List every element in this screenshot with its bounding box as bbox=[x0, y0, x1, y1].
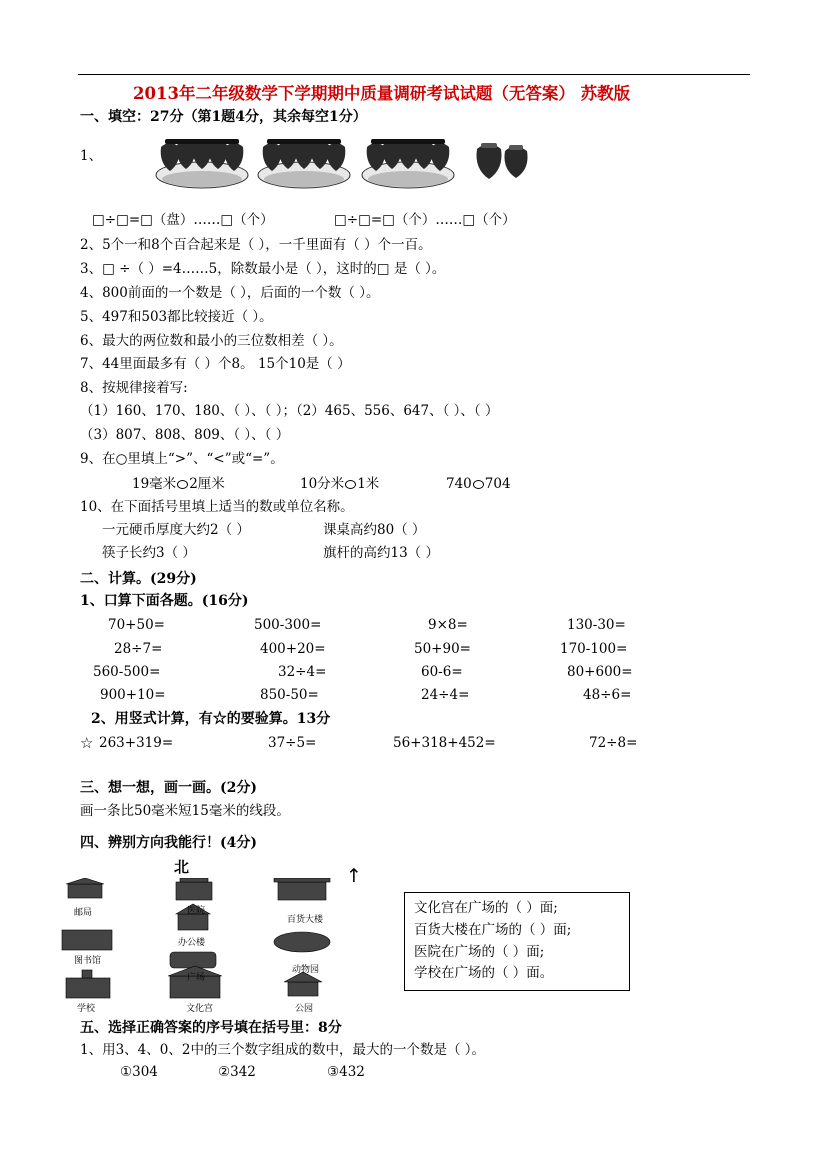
q10-chopsticks: 筷子长约3（ ） bbox=[102, 545, 196, 561]
calc-item: 130-30= bbox=[567, 617, 626, 633]
calc-item: 60-6= bbox=[421, 664, 463, 680]
compare-circle[interactable] bbox=[473, 480, 484, 489]
section4-heading: 四、辨别方向我能行！(4分) bbox=[80, 835, 257, 851]
calc-item: 28÷7= bbox=[114, 641, 163, 657]
calc-item: 24÷4= bbox=[421, 687, 470, 703]
oral-calc-heading: 1、口算下面各题。(16分) bbox=[80, 593, 249, 609]
q1-equation-left: □÷□=□（盘）……□（个） bbox=[92, 212, 274, 228]
section3-heading: 三、想一想，画一画。(2分) bbox=[80, 780, 257, 796]
map-label: 邮局 bbox=[74, 908, 93, 918]
map-label: 办公楼 bbox=[178, 938, 206, 948]
q9-b-right: 1米 bbox=[357, 476, 380, 492]
q2: 2、5个一和8个百合起来是（ ），一千里面有（ ）个一百。 bbox=[80, 237, 432, 253]
vertical-calc-item: 72÷8= bbox=[589, 735, 638, 751]
top-rule bbox=[78, 74, 750, 75]
q10-coin: 一元硬币厚度大约2（ ） bbox=[102, 522, 250, 538]
option-1: ①304 bbox=[120, 1064, 158, 1080]
q9-b-left: 10分米 bbox=[300, 476, 345, 492]
buildings-map-illustration bbox=[60, 878, 360, 1006]
q10-flagpole: 旗杆的高约13（ ） bbox=[323, 545, 439, 561]
option-3: ③432 bbox=[327, 1064, 365, 1080]
q9-a-left: 19毫米 bbox=[132, 476, 177, 492]
s5-q1: 1、用3、4、0、2中的三个数字组成的数中，最大的一个数是（ ）。 bbox=[80, 1042, 485, 1058]
column-calc-heading: 2、用竖式计算，有☆的要验算。13分 bbox=[91, 711, 331, 727]
q9-a-right: 2厘米 bbox=[189, 476, 225, 492]
q6: 6、最大的两位数和最小的三位数相差（ ）。 bbox=[80, 333, 343, 349]
map-label: 动物园 bbox=[292, 965, 320, 975]
map-label: 百货大楼 bbox=[287, 915, 324, 925]
direction-question: 学校在广场的（ ）面。 bbox=[414, 965, 554, 981]
q4: 4、800前面的一个数是（ ），后面的一个数（ ）。 bbox=[80, 285, 380, 301]
calc-item: 9×8= bbox=[428, 617, 468, 633]
page-title: 2013年二年级数学下学期期中质量调研考试试题（无答案） 苏教版 bbox=[133, 84, 631, 103]
calc-item: 560-500= bbox=[93, 664, 161, 680]
vertical-calc-item: 56+318+452= bbox=[393, 735, 496, 751]
calc-item: 48÷6= bbox=[583, 687, 632, 703]
q1-equation-right: □÷□=□（个）……□（个） bbox=[334, 212, 516, 228]
direction-question: 医院在广场的（ ）面; bbox=[414, 944, 545, 960]
map-label: 广场 bbox=[187, 973, 206, 983]
calc-item: 80+600= bbox=[567, 664, 633, 680]
calc-item: 400+20= bbox=[260, 641, 326, 657]
q9: 9、在○里填上“>”、“<”或“=”。 bbox=[80, 451, 284, 467]
north-arrow-icon: ↑ bbox=[346, 865, 362, 887]
vertical-calc-item: 263+319= bbox=[99, 735, 174, 751]
calc-item: 32÷4= bbox=[278, 664, 327, 680]
q9-compare-a bbox=[132, 476, 225, 493]
section1-heading: 一、填空：27分（第1题4分，其余每空1分） bbox=[80, 109, 367, 125]
q9-c-right: 704 bbox=[484, 476, 511, 492]
q8-part3: （3）807、808、809、（ ）、（ ） bbox=[80, 427, 290, 443]
calc-item: 900+10= bbox=[100, 687, 166, 703]
calc-item: 50+90= bbox=[414, 641, 471, 657]
q9-compare-c bbox=[446, 476, 511, 493]
q8-part1-2: （1）160、170、180、（ ）、（ ）；（2）465、556、647、（ ）、（ ） bbox=[80, 403, 499, 419]
q1-number: 1、 bbox=[80, 148, 103, 164]
section2-heading: 二、计算。(29分) bbox=[80, 571, 197, 587]
direction-question: 文化宫在广场的（ ）面; bbox=[414, 900, 558, 916]
compare-circle[interactable] bbox=[345, 480, 356, 489]
map-label: 医院 bbox=[187, 906, 206, 916]
vertical-calc-item: 37÷5= bbox=[268, 735, 317, 751]
calc-item: 70+50= bbox=[108, 617, 165, 633]
map-label: 文化宫 bbox=[186, 1004, 214, 1014]
q9-compare-b bbox=[300, 476, 379, 493]
q3: 3、□ ÷（ ）=4……5，除数最小是（ ），这时的□ 是（ ）。 bbox=[80, 261, 446, 277]
map-label: 图书馆 bbox=[74, 956, 102, 966]
q10: 10、在下面括号里填上适当的数或单位名称。 bbox=[80, 499, 354, 515]
calc-item: 170-100= bbox=[560, 641, 628, 657]
q9-c-left: 740 bbox=[446, 476, 472, 492]
map-label: 公园 bbox=[295, 1004, 314, 1014]
q7: 7、44里面最多有（ ）个8。 15个10是（ ） bbox=[80, 356, 351, 372]
section3-text: 画一条比50毫米短15毫米的线段。 bbox=[80, 803, 290, 819]
calc-item: 500-300= bbox=[254, 617, 322, 633]
q8: 8、按规律接着写: bbox=[80, 380, 188, 396]
option-2: ②342 bbox=[218, 1064, 256, 1080]
section5-heading: 五、选择正确答案的序号填在括号里：8分 bbox=[80, 1020, 342, 1036]
north-label: 北 bbox=[174, 858, 190, 876]
map-label: 学校 bbox=[77, 1004, 96, 1014]
star-icon: ☆ bbox=[80, 734, 94, 752]
direction-question: 百货大楼在广场的（ ）面; bbox=[414, 922, 572, 938]
q10-desk: 课桌高约80（ ） bbox=[323, 522, 426, 538]
q5: 5、497和503都比较接近（ ）。 bbox=[80, 309, 273, 325]
strawberry-plates-illustration bbox=[155, 135, 545, 193]
compare-circle[interactable] bbox=[177, 480, 188, 489]
calc-item: 850-50= bbox=[260, 687, 319, 703]
